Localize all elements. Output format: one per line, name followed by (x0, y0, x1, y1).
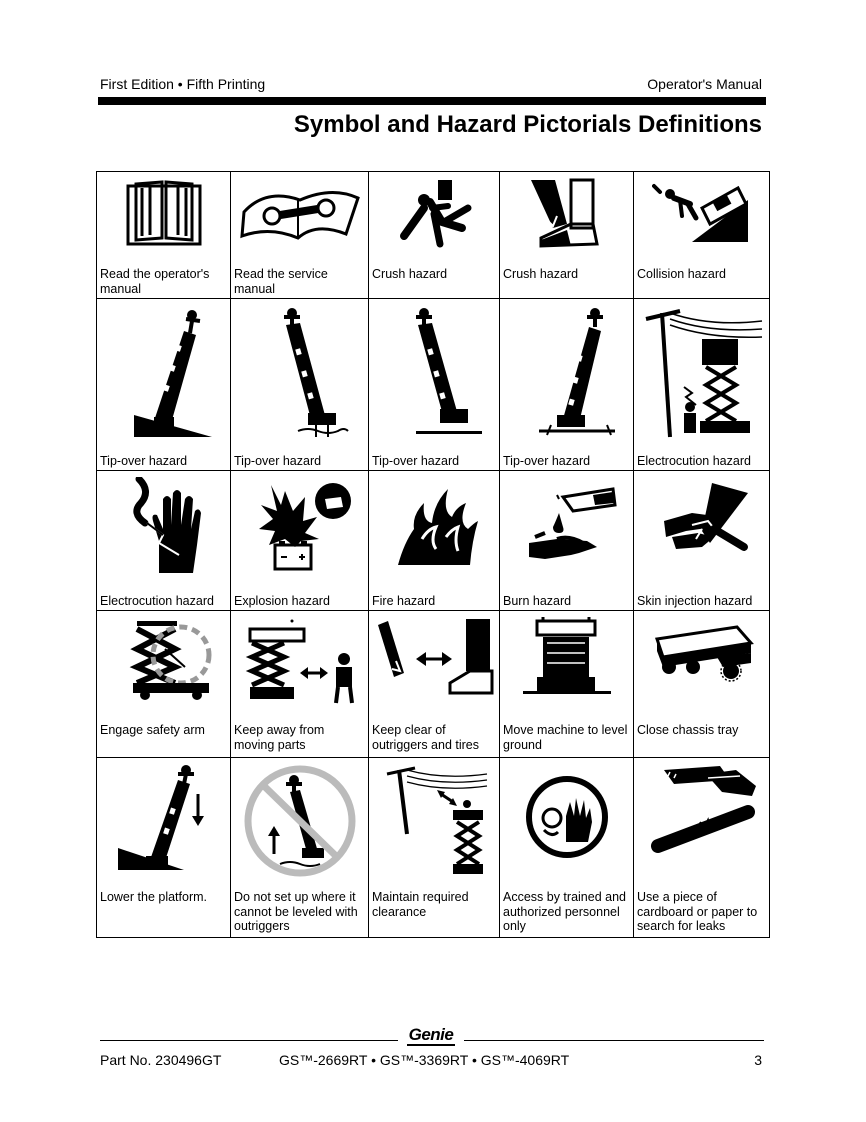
collision-hazard-icon (652, 178, 752, 244)
footer-rule-right (464, 1040, 764, 1041)
pictorial-cell (634, 471, 770, 611)
pictorial-cell (231, 172, 369, 299)
safety-arm-icon (109, 617, 219, 701)
pictorial-label: Close chassis tray (637, 723, 739, 737)
fire-icon (384, 477, 484, 573)
pictorial-label: Collision hazard (637, 267, 726, 281)
electrocution-power-line-icon (640, 305, 764, 439)
crush-hazard-person-icon (384, 178, 484, 250)
pictorial-label: Do not set up where it cannot be leveled with outriggers (234, 890, 358, 933)
pictorial-label: Keep away from moving parts (234, 723, 325, 752)
pictorial-cell (500, 611, 634, 758)
pictorial-cell (500, 172, 634, 299)
tip-over-soft-ground-icon (250, 305, 350, 439)
level-ground-icon (517, 617, 617, 701)
pictorial-cell (231, 471, 369, 611)
pictorial-label: Crush hazard (372, 267, 448, 281)
part-number: Part No. 230496GT (100, 1052, 222, 1068)
pictorial-cell (97, 299, 231, 471)
pictorials-table (96, 171, 770, 938)
tip-over-slope-icon (114, 305, 214, 439)
no-setup-prohibited-icon (240, 764, 360, 878)
outriggers-tires-icon (374, 617, 494, 697)
chassis-tray-icon (647, 617, 757, 685)
pictorial-cell (97, 758, 231, 938)
lower-platform-icon (114, 764, 214, 874)
pictorial-label: Electrocution hazard (637, 454, 751, 468)
pictorial-label: Keep clear of outriggers and tires (372, 723, 480, 752)
pictorial-cell (369, 611, 500, 758)
pictorial-cell (634, 758, 770, 938)
pictorial-label: Maintain required clearance (372, 890, 469, 919)
tip-over-hole-icon (517, 305, 617, 439)
pictorial-cell (369, 758, 500, 938)
tip-over-level-icon (384, 305, 484, 439)
pictorial-cell (634, 299, 770, 471)
pictorial-label: Lower the platform. (100, 890, 207, 904)
pictorial-label: Read the operator's manual (100, 267, 210, 296)
pictorial-label: Burn hazard (503, 594, 572, 608)
moving-parts-icon (240, 617, 360, 705)
page-title: Symbol and Hazard Pictorials Definitions (293, 111, 762, 138)
pictorial-cell (97, 611, 231, 758)
pictorial-cell (369, 471, 500, 611)
pictorial-label: Tip-over hazard (372, 454, 460, 468)
leak-search-icon (644, 764, 760, 860)
pictorial-cell (634, 611, 770, 758)
book-icon (122, 178, 206, 246)
pictorial-label: Move machine to level ground (503, 723, 628, 752)
header-edition: First Edition • Fifth Printing (100, 76, 266, 92)
header-rule (98, 97, 766, 105)
pictorial-label: Tip-over hazard (234, 454, 322, 468)
skin-injection-icon (652, 477, 752, 573)
pictorial-cell (97, 471, 231, 611)
pictorial-label: Tip-over hazard (503, 454, 591, 468)
explosion-battery-icon (245, 477, 355, 573)
page-number: 3 (754, 1052, 762, 1068)
pictorial-cell (231, 611, 369, 758)
pictorial-label: Electrocution hazard (100, 594, 214, 608)
logo-underline (407, 1044, 455, 1046)
pictorial-cell (500, 471, 634, 611)
pictorial-label: Tip-over hazard (100, 454, 188, 468)
clearance-icon (379, 764, 489, 878)
pictorial-cell (500, 758, 634, 938)
pictorial-cell (231, 758, 369, 938)
pictorial-label: Fire hazard (372, 594, 436, 608)
burn-acid-icon (517, 477, 617, 573)
pictorial-label: Engage safety arm (100, 723, 205, 737)
pictorial-label: Skin injection hazard (637, 594, 753, 608)
pictorial-cell (634, 172, 770, 299)
pictorial-cell (500, 299, 634, 471)
pictorial-label: Explosion hazard (234, 594, 330, 608)
pictorial-cell (231, 299, 369, 471)
header-manual-title: Operator's Manual (647, 76, 762, 92)
electrocution-hand-icon (119, 477, 209, 577)
pictorial-label: Read the service manual (234, 267, 328, 296)
pictorial-label: Use a piece of cardboard or paper to search for leaks (637, 890, 758, 933)
pictorial-cell (369, 172, 500, 299)
model-numbers: GS™-2669RT • GS™-3369RT • GS™-4069RT (279, 1052, 570, 1068)
footer-rule-left (100, 1040, 398, 1041)
pictorial-label: Crush hazard (503, 267, 579, 281)
pictorial-label: Access by trained and authorized personnel only (503, 890, 626, 933)
crush-hazard-foot-icon (527, 178, 607, 254)
pictorial-cell (369, 299, 500, 471)
pictorial-cell (97, 172, 231, 299)
genie-logo: Genie (408, 1025, 454, 1044)
authorized-personnel-icon (522, 772, 612, 862)
service-manual-icon (236, 178, 364, 244)
